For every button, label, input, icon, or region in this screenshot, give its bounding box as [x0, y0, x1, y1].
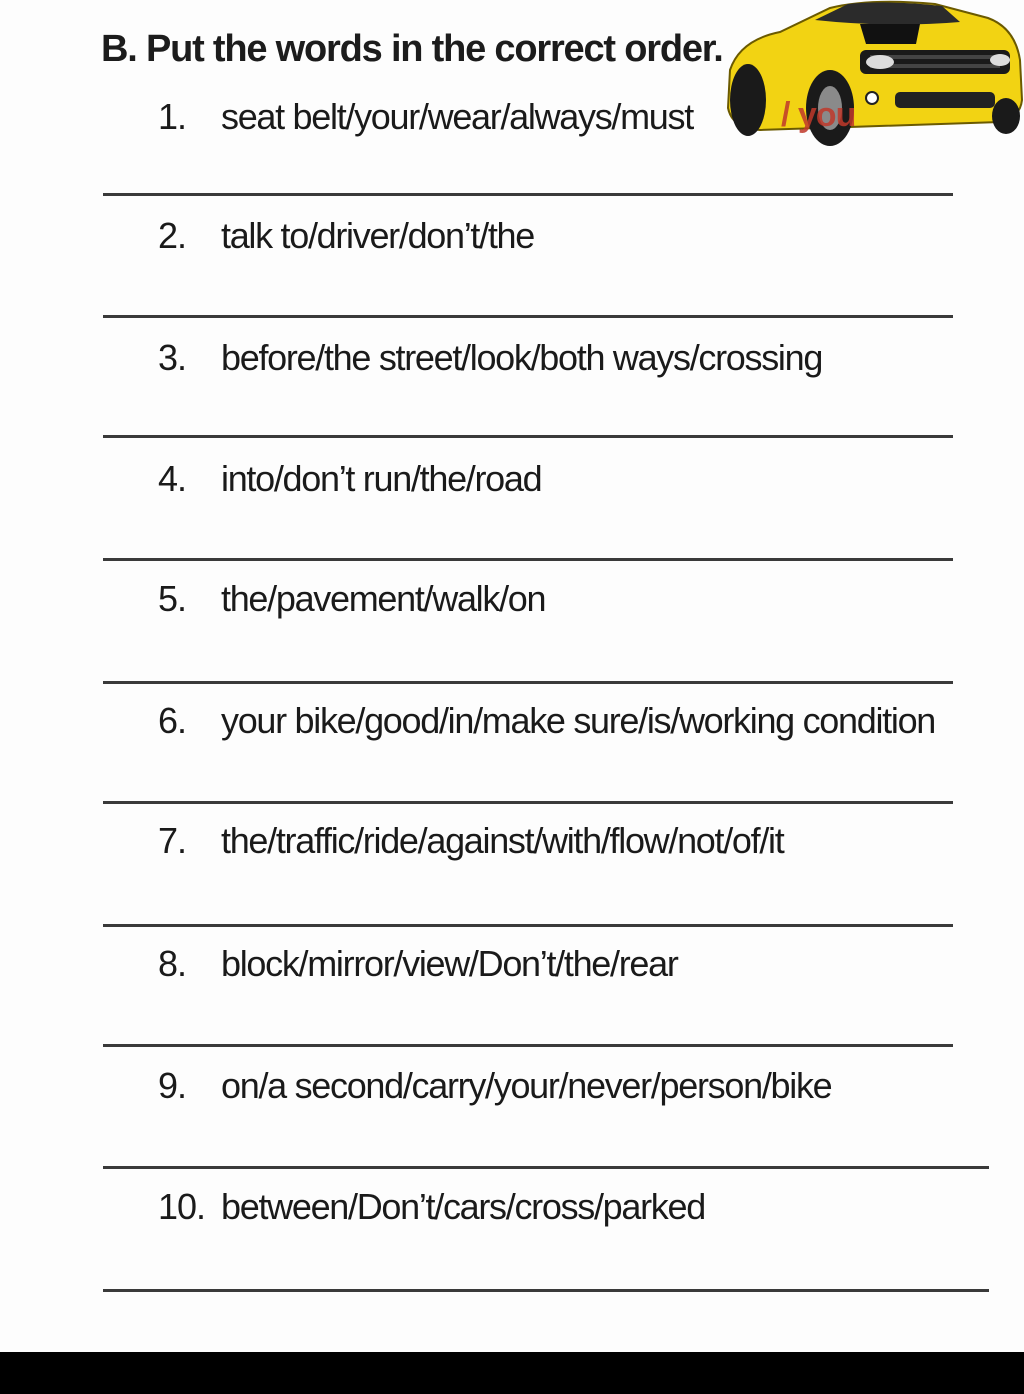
answer-line-4[interactable] — [103, 558, 953, 561]
answer-line-1[interactable] — [103, 193, 953, 196]
item-5-words: the/pavement/walk/on — [221, 578, 546, 619]
answer-line-8[interactable] — [103, 1044, 953, 1047]
item-1-number: 1. — [158, 96, 187, 137]
bottom-black-bar — [0, 1352, 1024, 1394]
item-10-words: between/Don’t/cars/cross/parked — [221, 1186, 705, 1227]
car-illustration — [720, 0, 1024, 150]
item-5-number: 5. — [158, 578, 187, 619]
answer-line-9[interactable] — [103, 1166, 989, 1169]
overflow-word: / you — [781, 96, 856, 134]
answer-line-3[interactable] — [103, 435, 953, 438]
answer-line-2[interactable] — [103, 315, 953, 318]
item-6-words: your bike/good/in/make sure/is/working condition — [221, 700, 936, 741]
item-3-number: 3. — [158, 337, 187, 378]
item-1-words: seat belt/your/wear/always/must — [221, 96, 693, 137]
item-9-number: 9. — [158, 1065, 187, 1106]
item-6-number: 6. — [158, 700, 187, 741]
item-8-words: block/mirror/view/Don’t/the/rear — [221, 943, 678, 984]
answer-line-7[interactable] — [103, 924, 953, 927]
item-9-words: on/a second/carry/your/never/person/bike — [221, 1065, 832, 1106]
item-8-number: 8. — [158, 943, 187, 984]
item-3-words: before/the street/look/both ways/crossing — [221, 337, 823, 378]
item-4-words: into/don’t run/the/road — [221, 458, 542, 499]
item-2-number: 2. — [158, 215, 187, 256]
item-7-words: the/traffic/ride/against/with/flow/not/of/it — [221, 820, 784, 861]
item-10-number: 10. — [158, 1186, 206, 1227]
item-2-words: talk to/driver/don’t/the — [221, 215, 534, 256]
item-7-number: 7. — [158, 820, 187, 861]
item-4-number: 4. — [158, 458, 187, 499]
answer-line-6[interactable] — [103, 801, 953, 804]
answer-line-5[interactable] — [103, 681, 953, 684]
exercise-heading: B. Put the words in the correct order. — [101, 28, 723, 70]
answer-line-10[interactable] — [103, 1289, 989, 1292]
